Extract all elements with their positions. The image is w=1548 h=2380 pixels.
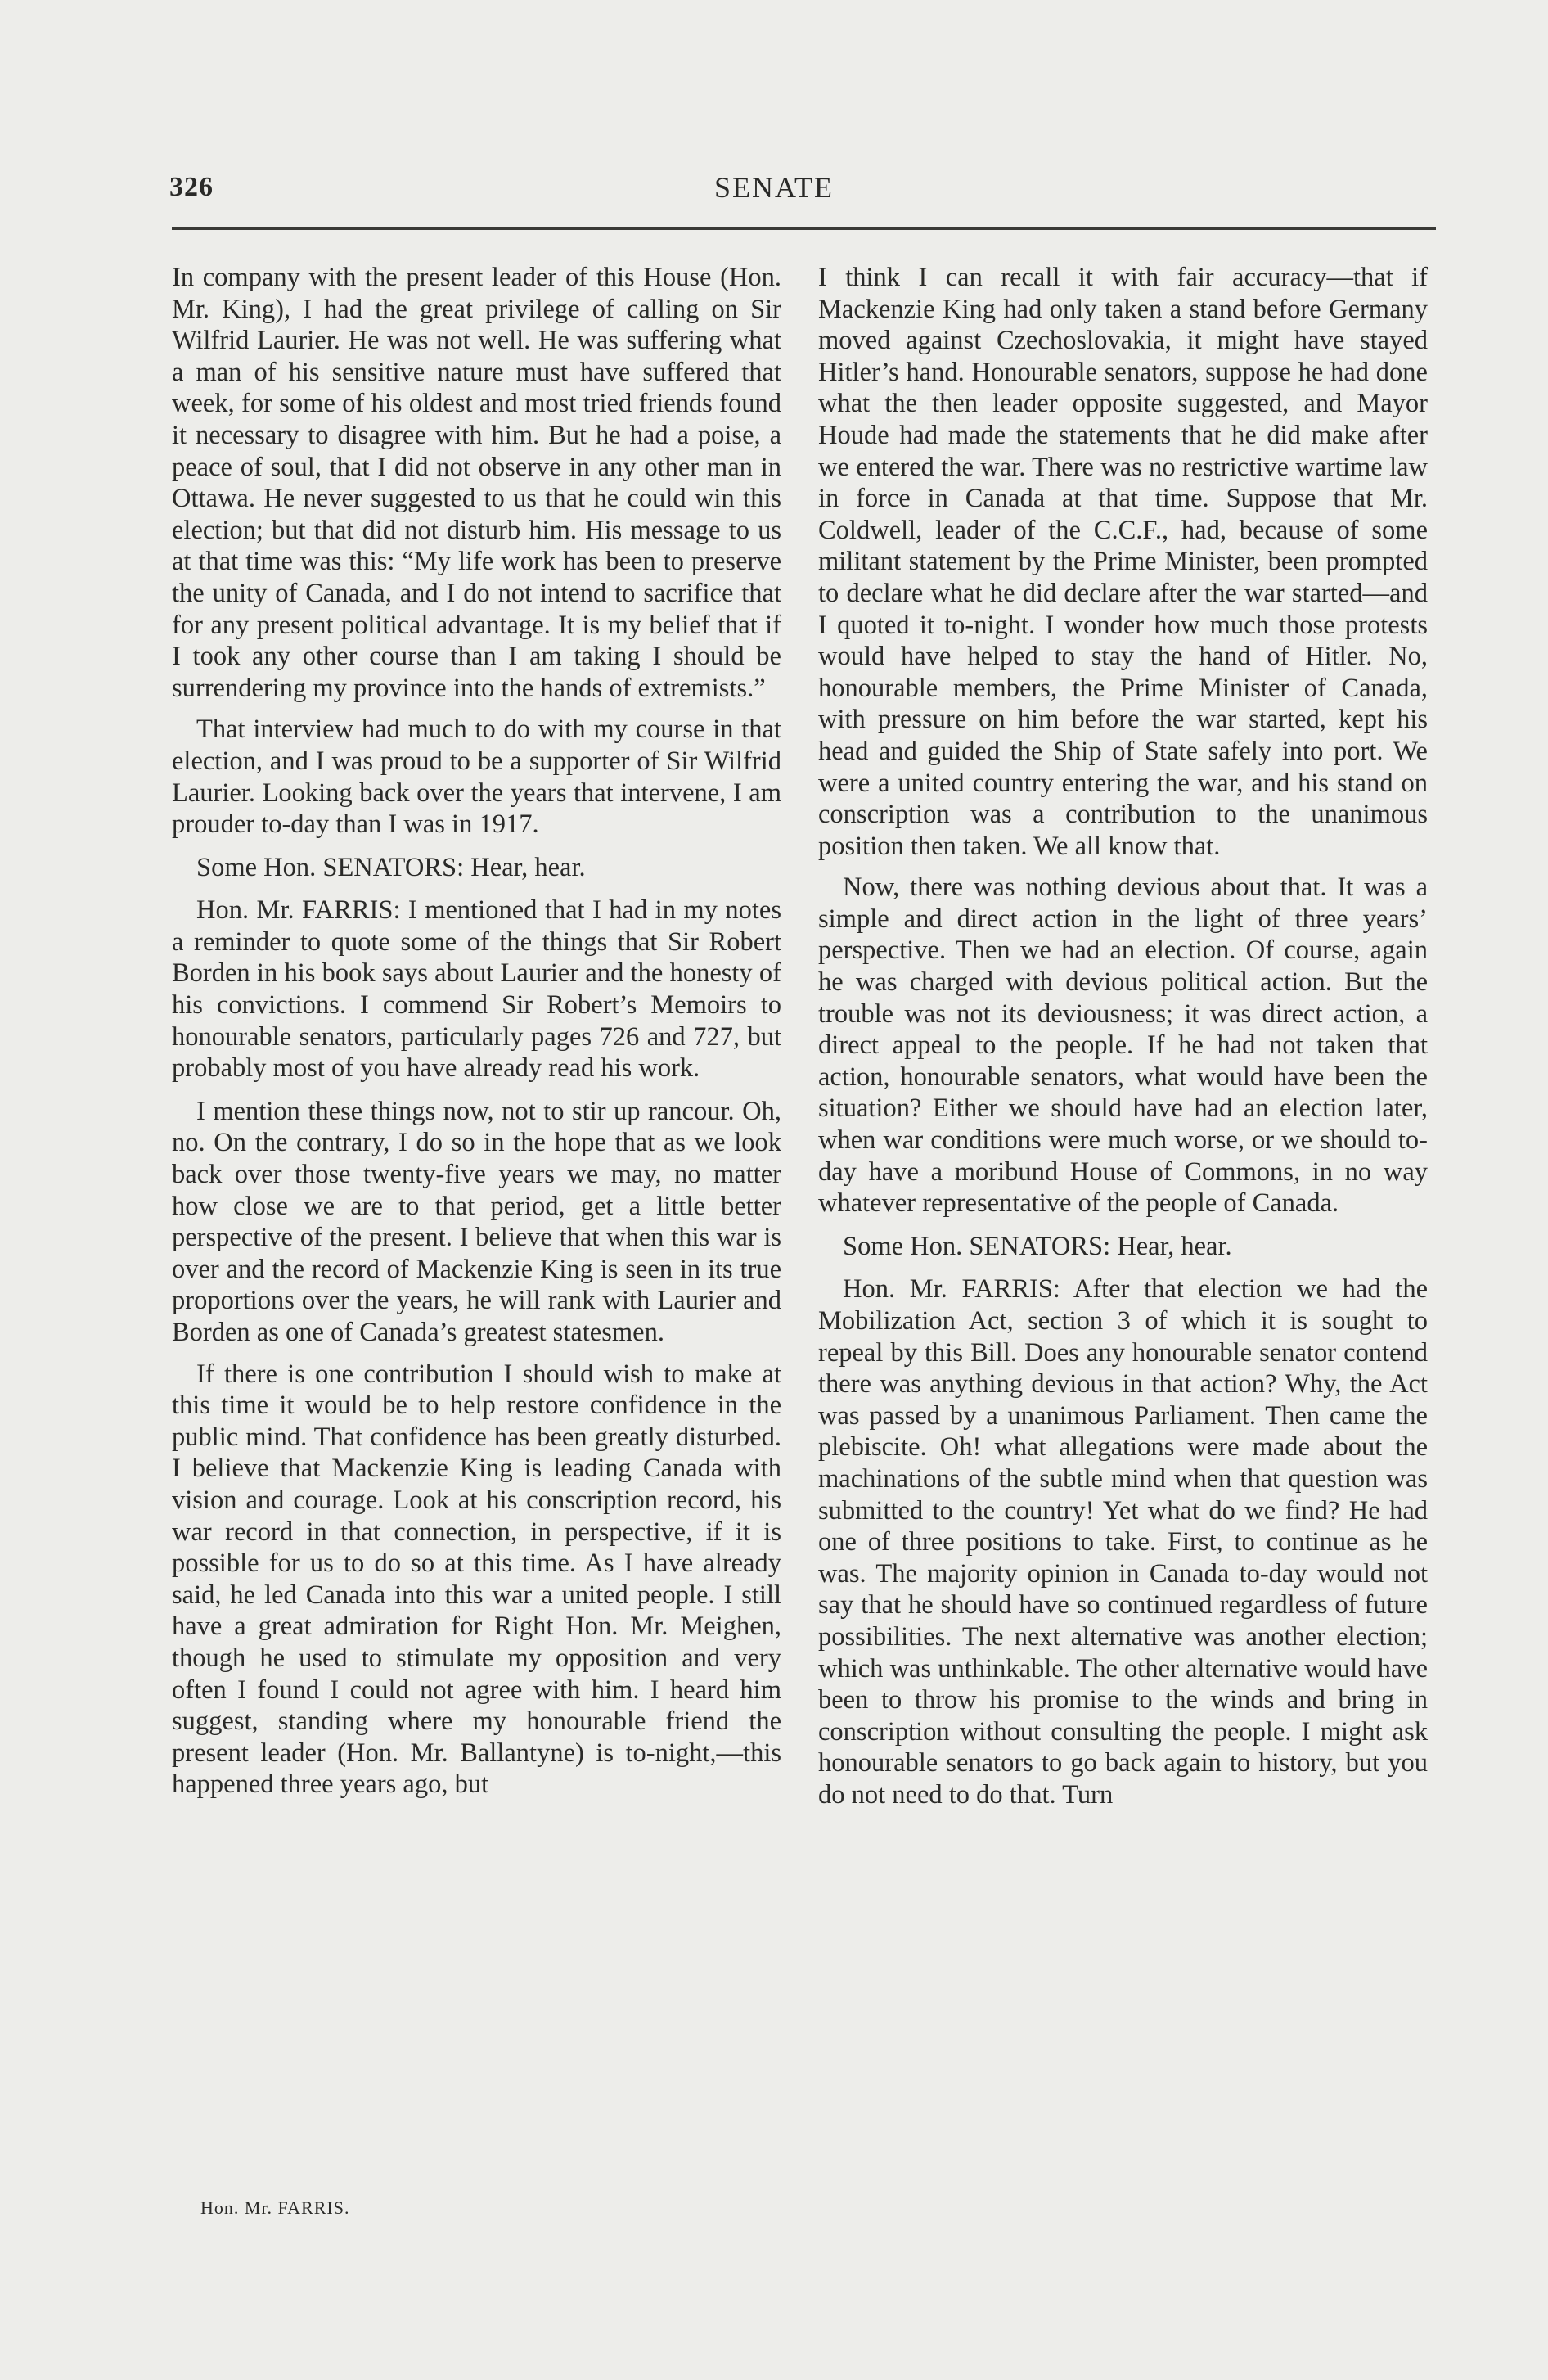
header-rule	[172, 227, 1436, 230]
paragraph: I think I can recall it with fair accuracy—that if Mackenzie King had only taken a stand before Germany moved against Czechoslovakia, it might have stayed Hitler’s hand. Honourable senators, suppose he had done what the then leader opposite suggested, and Mayor Houde had made the statements that he did make after we entered the war. There was no restrictive wartime law in force in Canada at that time. Suppose that Mr. Coldwell, leader of the C.C.F., had, because of some militant statement by the Prime Minister, been prompted to declare what he did declare after the war started—and I quoted it to-night. I wonder how much those protests would have helped to stay the hand of Hitler. No, honourable members, the Prime Minister of Canada, with pressure on him before the war started, kept his head and guided the Ship of State safely into port. We were a united country entering the war, and his stand on conscription was a contribution to the unanimous position then taken. We all know that.	[818, 263, 1428, 861]
paragraph: That interview had much to do with my course in that election, and I was proud to be a supporter of Sir Wilfrid Laurier. Looking back over the years that intervene, I am prouder to-day than I was in 1917.	[172, 714, 781, 840]
page-number: 326	[169, 172, 214, 202]
paragraph: In company with the present leader of this House (Hon. Mr. King), I had the great privilege of calling on Sir Wilfrid Laurier. He was not well. He was suffering what a man of his sensitive nature must have suffered that week, for some of his oldest and most tried friends found it necessary to disagree with him. But he had a poise, a peace of soul, that I did not observe in any other man in Ottawa. He never suggested to us that he could win this election; but that did not disturb him. His message to us at that time was this: “My life work has been to preserve the unity of Canada, and I do not intend to sacrifice that for any present political advantage. It is my belief that if I took any other course than I am taking I should be surrendering my province into the hands of extremists.”	[172, 263, 781, 703]
paragraph: Some Hon. SENATORS: Hear, hear.	[196, 852, 586, 882]
paragraph: I mention these things now, not to stir up rancour. Oh, no. On the contrary, I do so in the hope that as we look back over those twenty-five years we may, no matter how close we are to that period, get a little better perspective of the present. I believe that when this war is over and the record of Mackenzie King is seen in its true proportions over the years, he will rank with Laurier and Borden as one of Canada’s greatest statesmen.	[172, 1096, 781, 1347]
paragraph: Now, there was nothing devious about that. It was a simple and direct action in the light of three years’ perspective. Then we had an election. Of course, again he was charged with devious political action. But the trouble was not its deviousness; it was direct action, a direct appeal to the people. If he had not taken that action, honourable senators, what would have been the situation? Either we should have had an election later, when war conditions were much worse, or we should to-day have a moribund House of Commons, in no way whatever representative of the people of Canada.	[818, 872, 1428, 1219]
paragraph: If there is one contribution I should wish to make at this time it would be to help restore confidence in the public mind. That confidence has been greatly disturbed. I believe that Mackenzie King is leading Canada with vision and courage. Look at his conscription record, his war record in that connection, in perspective, if it is possible for us to do so at this time. As I have already said, he led Canada into this war a united people. I still have a great admiration for Right Hon. Mr. Meighen, though he used to stimulate my opposition and very often I found I could not agree with him. I heard him suggest, standing where my honourable friend the present leader (Hon. Mr. Ballantyne) is to-night,—this happened three years ago, but	[172, 1359, 781, 1800]
paragraph: Hon. Mr. FARRIS: After that election we had the Mobilization Act, section 3 of which it is sought to repeal by this Bill. Does any honourable senator contend there was anything devious in that action? Why, the Act was passed by a unanimous Parliament. Then came the plebiscite. Oh! what allegations were made about the machinations of the subtle mind when that question was submitted to the country! Yet what do we find? He had one of three positions to take. First, to continue as he was. The majority opinion in Canada to-day would not say that he should have so continued regardless of future possibilities. The next alternative was another election; which was unthinkable. The other alternative would have been to throw his promise to the winds and bring in conscription without consulting the people. I might ask honourable senators to go back again to history, but you do not need to do that. Turn	[818, 1274, 1428, 1810]
right-column	[818, 262, 1428, 1823]
left-column	[172, 262, 781, 1810]
page-title: SENATE	[714, 171, 834, 204]
paragraph: Hon. Mr. FARRIS: I mentioned that I had in my notes a reminder to quote some of the things that Sir Robert Borden in his book says about Laurier and the honesty of his convictions. I commend Sir Robert’s Memoirs to honourable senators, particularly pages 726 and 727, but probably most of you have already read his work.	[172, 895, 781, 1084]
paragraph: Some Hon. SENATORS: Hear, hear.	[843, 1231, 1232, 1261]
footer-speaker-name: Hon. Mr. FARRIS.	[200, 2197, 350, 2218]
